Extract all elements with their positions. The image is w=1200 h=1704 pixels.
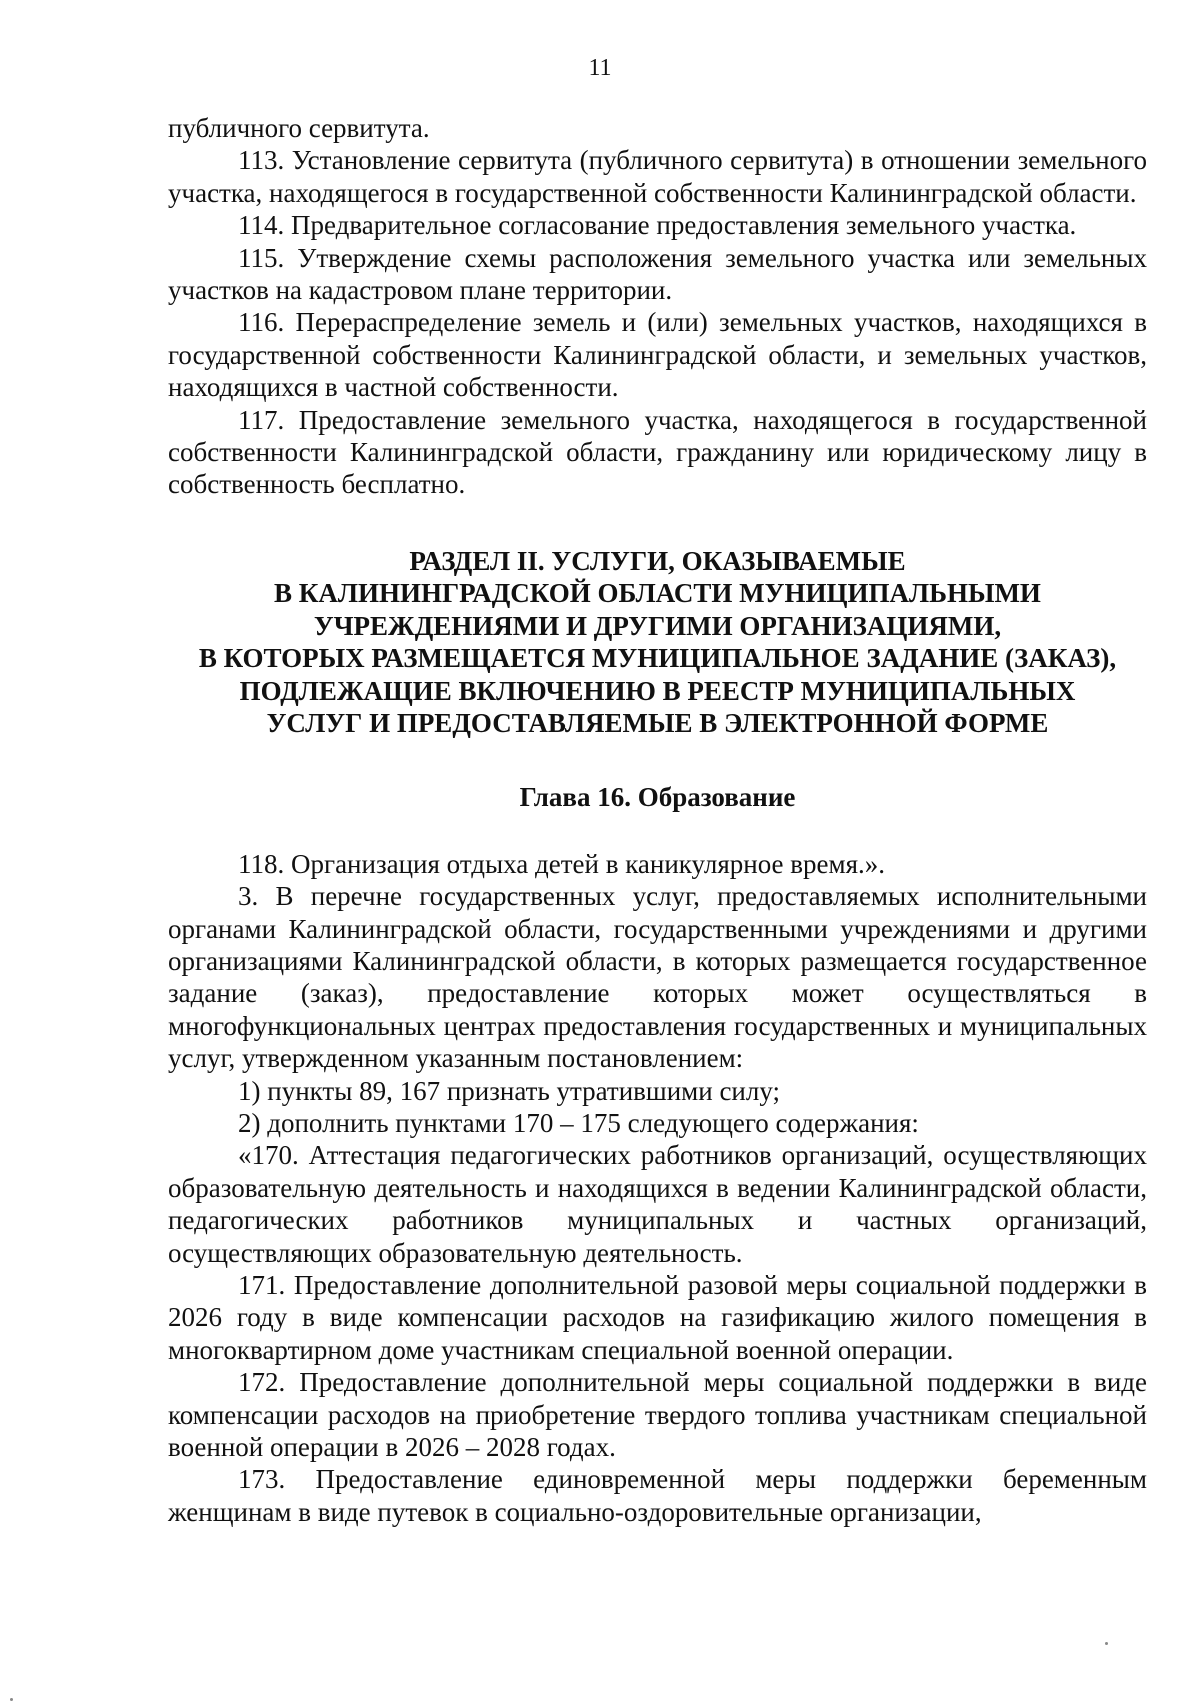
scan-speck (1105, 1642, 1108, 1645)
paragraph: 114. Предварительное согласование предоставления земельного участка. (238, 210, 1077, 241)
paragraphs-bottom (168, 848, 1147, 1529)
section-title-line: ПОДЛЕЖАЩИЕ ВКЛЮЧЕНИЮ В РЕЕСТР МУНИЦИПАЛЬНЫХ (239, 675, 1076, 706)
paragraph: 113. Установление сервитута (публичного сервитута) в отношении земельного участка, находящегося в государственной собственности Калининградской области. (168, 145, 1147, 208)
document-body (168, 112, 1147, 1528)
chapter-title: Глава 16. Образование (519, 782, 796, 813)
paragraph: 1) пункты 89, 167 признать утратившими силу; (238, 1075, 780, 1106)
section-title-line: УСЛУГ И ПРЕДОСТАВЛЯЕМЫЕ В ЭЛЕКТРОННОЙ ФОРМЕ (266, 707, 1049, 738)
paragraph: 118. Организация отдыха детей в каникулярное время.». (238, 848, 885, 879)
paragraph: 172. Предоставление дополнительной меры социальной поддержки в виде компенсации расходов на приобретение твердого топлива участникам специальной военной операции в 2026 – 2028 годах. (168, 1367, 1147, 1463)
paragraph: 173. Предоставление единовременной меры поддержки беременным женщинам в виде путевок в социально-оздоровительные организации, (168, 1464, 1147, 1527)
section-title (168, 545, 1147, 739)
paragraph: 116. Перераспределение земель и (или) земельных участков, находящихся в государственной собственности Калининградской области, и земельных участков, находящихся в частной собственности. (168, 307, 1147, 403)
scan-speck (10, 1698, 13, 1701)
section-title-line: УЧРЕЖДЕНИЯМИ И ДРУГИМИ ОРГАНИЗАЦИЯМИ, (313, 610, 1002, 641)
paragraph: 3. В перечне государственных услуг, предоставляемых исполнительными органами Калининградской области, государственными учреждениями и другими организациями Калининградской области, в которых размещается государственное задание (заказ), предоставление которых может осуществляться в многофункциональных центрах предоставления государственных и муниципальных услуг, утвержденном указанным постановлением: (168, 881, 1147, 1074)
paragraphs-top (168, 112, 1147, 501)
section-title-line: РАЗДЕЛ II. УСЛУГИ, ОКАЗЫВАЕМЫЕ (409, 545, 906, 576)
paragraph: 115. Утверждение схемы расположения земельного участка или земельных участков на кадастровом плане территории. (168, 242, 1147, 306)
page-number: 11 (588, 55, 612, 81)
section-title-line: В КОТОРЫХ РАЗМЕЩАЕТСЯ МУНИЦИПАЛЬНОЕ ЗАДАНИЕ (ЗАКАЗ), (198, 643, 1117, 674)
paragraph: 171. Предоставление дополнительной разовой меры социальной поддержки в 2026 году в виде компенсации расходов на газификацию жилого помещения в многоквартирном доме участникам специальной военной операции. (168, 1270, 1147, 1365)
section-title-line: В КАЛИНИНГРАДСКОЙ ОБЛАСТИ МУНИЦИПАЛЬНЫМИ (274, 578, 1041, 609)
paragraph: 117. Предоставление земельного участка, находящегося в государственной собственности Калининградской области, гражданину или юридическому лицу в собственность бесплатно. (168, 404, 1147, 500)
paragraph: 2) дополнить пунктами 170 – 175 следующего содержания: (238, 1107, 919, 1138)
paragraph: публичного сервитута. (168, 113, 430, 143)
paragraph: «170. Аттестация педагогических работников организаций, осуществляющих образовательную деятельность и находящихся в ведении Калининградской области, педагогических работников муниципальных и частных организаций, осуществляющих образовательную деятельность. (168, 1140, 1147, 1268)
